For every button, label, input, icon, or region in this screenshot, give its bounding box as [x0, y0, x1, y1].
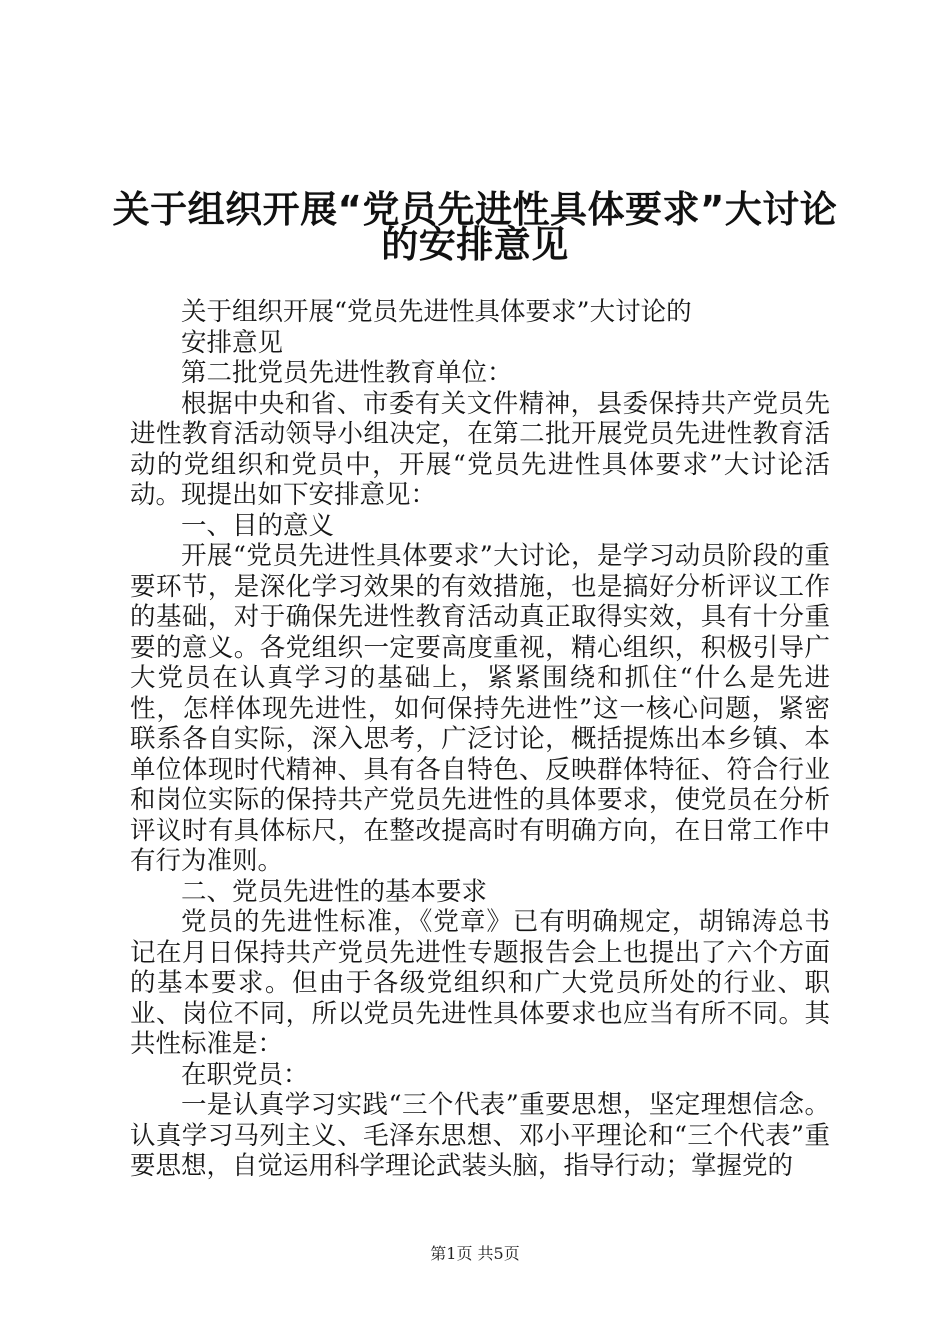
body-paragraph: 关于组织开展“党员先进性具体要求”大讨论的 [181, 297, 692, 327]
body-paragraph: 党员的先进性标准，《党章》已有明确规定，胡锦涛总书记在月日保持共产党员先进性专题报告会上也提出了六个方面的基本要求。但由于各级党组织和广大党员所处的行业、职业、岗位不同，所以党员先进性具体要求也应当有所不同。其共性标准是： [130, 907, 830, 1059]
section-heading: 二、党员先进性的基本要求 [181, 876, 488, 907]
body-paragraph: 第二批党员先进性教育单位： [181, 358, 513, 388]
body-paragraph: 开展“党员先进性具体要求”大讨论，是学习动员阶段的重要环节，是深化学习效果的有效措施，也是搞好分析评议工作的基础，对于确保先进性教育活动真正取得实效，具有十分重要的意义。各党组织一定要高度重视，精心组织，积极引导广大党员在认真学习的基础上，紧紧围绕和抓住“什么是先进性，怎样体现先进性，如何保持先进性”这一核心问题，紧密联系各自实际，深入思考，广泛讨论，概括提炼出本乡镇、本单位体现时代精神、具有各自特色、反映群体特征、符合行业和岗位实际的保持共产党员先进性的具体要求，使党员在分析评议时有具体标尺，在整改提高时有明确方向，在日常工作中有行为准则。 [130, 541, 830, 876]
body-paragraph: 一是认真学习实践“三个代表”重要思想，坚定理想信念。认真学习马列主义、毛泽东思想、邓小平理论和“三个代表”重要思想，自觉运用科学理论武装头脑，指导行动；掌握党的 [130, 1090, 830, 1181]
body-paragraph: 根据中央和省、市委有关文件精神，县委保持共产党员先进性教育活动领导小组决定，在第二批开展党员先进性教育活动的党组织和党员中，开展“党员先进性具体要求”大讨论活动。现提出如下安排意见： [130, 388, 830, 510]
document-title-line-1: 关于组织开展“党员先进性具体要求”大讨论 [112, 188, 838, 231]
page-footer: 第1页 共5页 [430, 1244, 520, 1263]
section-heading: 一、目的意义 [181, 510, 335, 541]
document-body [130, 297, 830, 1182]
body-paragraph: 在职党员： [181, 1059, 309, 1090]
document-title-line-2: 的安排意见 [381, 223, 569, 266]
body-paragraph: 安排意见 [181, 327, 284, 358]
